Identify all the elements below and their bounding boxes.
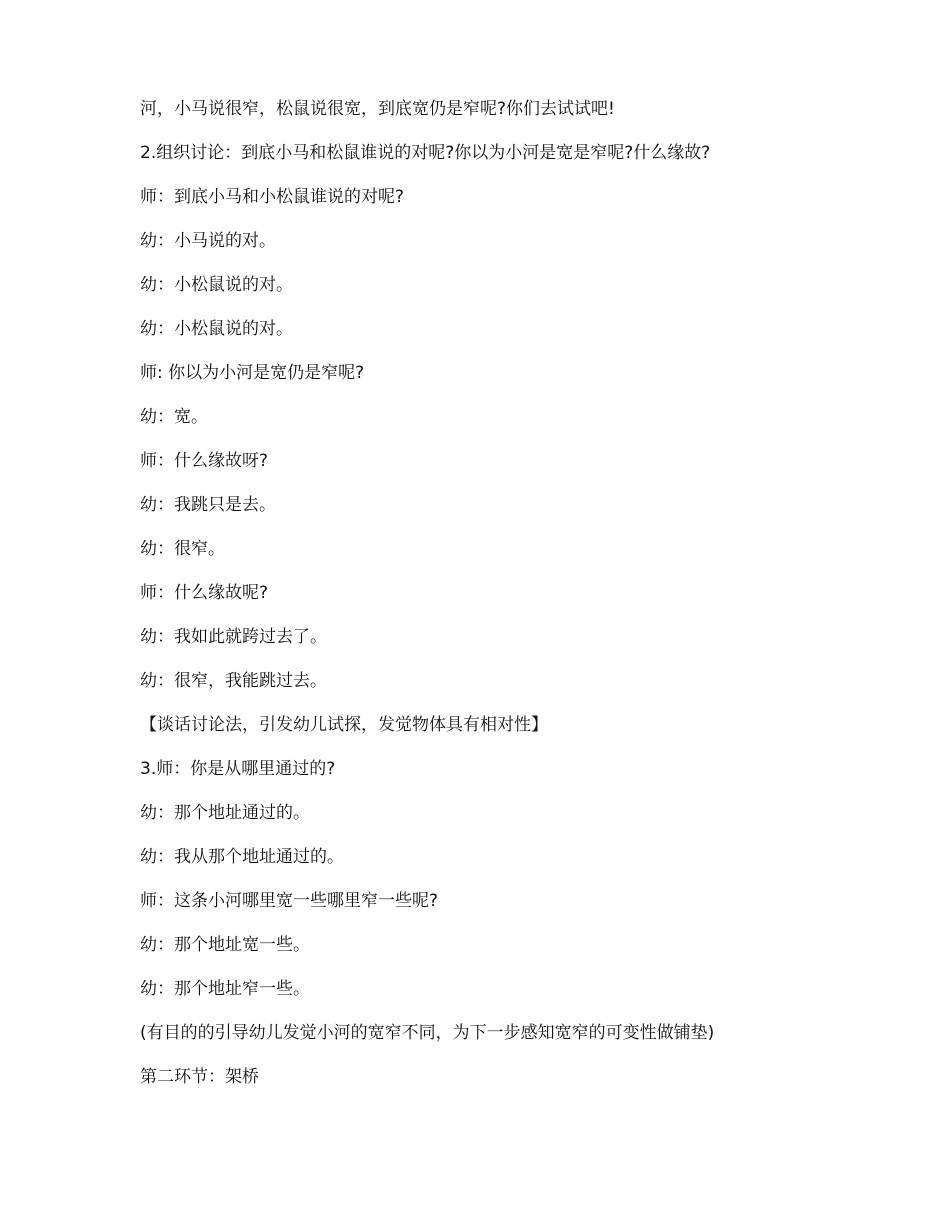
text-line: 师：这条小河哪里宽一些哪里窄一些呢? — [140, 891, 439, 911]
text-line: 幼：宽。 — [140, 407, 208, 427]
text-line: 师：什么缘故呢? — [140, 583, 269, 603]
text-line: 幼：我从那个地址通过的。 — [140, 847, 344, 867]
text-line: 幼：小松鼠说的对。 — [140, 275, 293, 295]
section-note: 【谈话讨论法，引发幼儿试探，发觉物体具有相对性】 — [140, 715, 548, 735]
text-line: 幼：小松鼠说的对。 — [140, 319, 293, 339]
text-line: 幼：那个地址宽一些。 — [140, 935, 310, 955]
text-line: 师：到底小马和小松鼠谁说的对呢? — [140, 187, 405, 207]
text-line: 幼：我跳只是去。 — [140, 495, 276, 515]
text-line: 幼：很窄。 — [140, 539, 225, 559]
section-heading: 第二环节：架桥 — [140, 1067, 259, 1087]
text-line: 幼：那个地址窄一些。 — [140, 979, 310, 999]
text-line: 幼：小马说的对。 — [140, 231, 276, 251]
text-line: 师: 你以为小河是宽仍是窄呢? — [140, 363, 365, 383]
text-line: 河，小马说很窄，松鼠说很宽，到底宽仍是窄呢?你们去试试吧! — [140, 99, 615, 119]
text-line: 幼：那个地址通过的。 — [140, 803, 310, 823]
text-line: 幼：我如此就跨过去了。 — [140, 627, 327, 647]
annotation-note: (有目的的引导幼儿发觉小河的宽窄不同，为下一步感知宽窄的可变性做铺垫) — [140, 1023, 715, 1043]
document-body — [140, 95, 900, 1107]
text-line: 2.组织讨论：到底小马和松鼠谁说的对呢?你以为小河是宽是窄呢?什么缘故? — [140, 143, 711, 163]
text-line: 幼：很窄，我能跳过去。 — [140, 671, 327, 691]
text-line: 师：什么缘故呀? — [140, 451, 269, 471]
text-line: 3.师：你是从哪里通过的? — [140, 759, 336, 779]
